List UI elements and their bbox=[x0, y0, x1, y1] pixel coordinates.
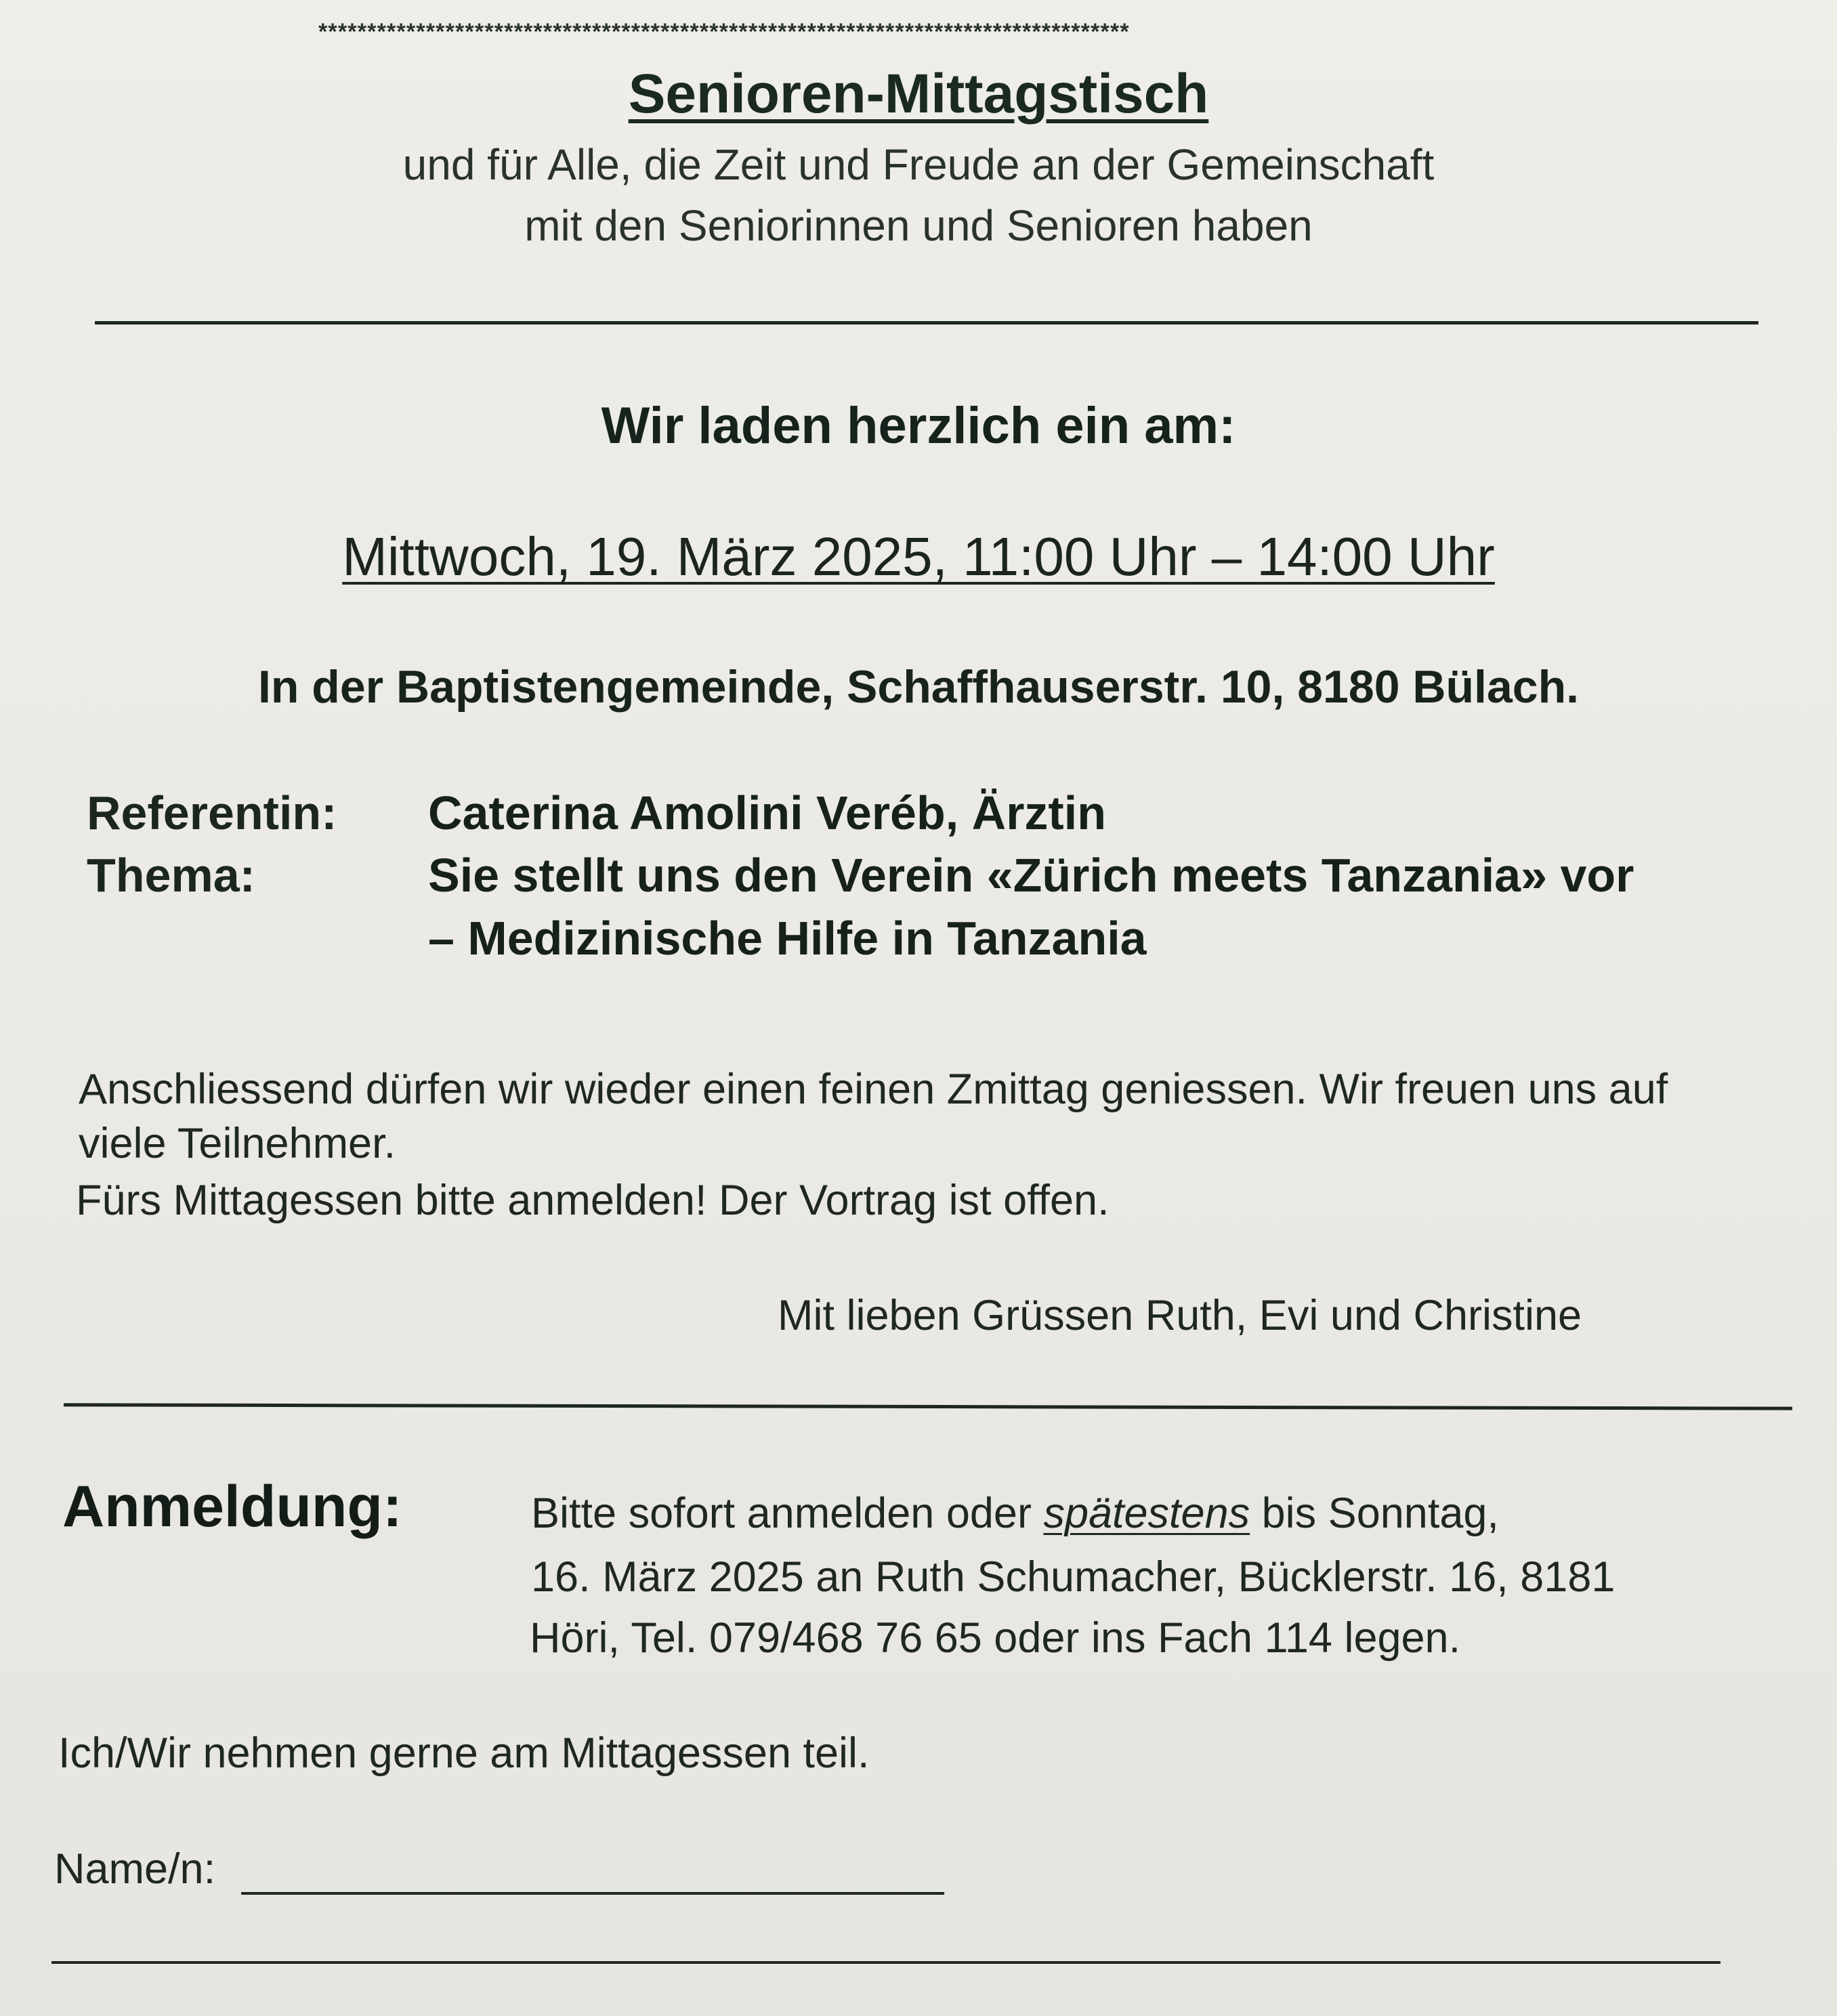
divider-bottom[interactable] bbox=[51, 1961, 1720, 1964]
event-date-time: Mittwoch, 19. März 2025, 11:00 Uhr – 14:00 Uhr bbox=[342, 526, 1495, 587]
notes-line-1: Anschliessend dürfen wir wieder einen feinen Zmittag geniessen. Wir freuen uns auf bbox=[79, 1066, 1668, 1113]
divider-top bbox=[95, 321, 1758, 324]
subtitle-line-2: mit den Seniorinnen und Senioren haben bbox=[524, 201, 1313, 250]
invite-heading: Wir laden herzlich ein am: bbox=[601, 397, 1236, 455]
topic-line-1: Sie stellt uns den Verein «Zürich meets Tanzania» vor bbox=[428, 849, 1634, 902]
divider-middle bbox=[64, 1403, 1792, 1410]
name-label: Name/n: bbox=[54, 1845, 216, 1893]
registration-line-2: 16. März 2025 an Ruth Schumacher, Bücklerstr. 16, 8181 bbox=[531, 1553, 1616, 1601]
notes-line-3: Fürs Mittagessen bitte anmelden! Der Vortrag ist offen. bbox=[76, 1177, 1110, 1224]
registration-line-3: Höri, Tel. 079/468 76 65 oder ins Fach 114 legen. bbox=[530, 1614, 1461, 1662]
registration-line-1-end: bis Sonntag, bbox=[1250, 1490, 1499, 1537]
subtitle-line-1: und für Alle, die Zeit und Freude an der Gemeinschaft bbox=[402, 140, 1435, 189]
notes-line-2: viele Teilnehmer. bbox=[79, 1120, 396, 1167]
name-input-line[interactable] bbox=[241, 1892, 944, 1895]
speaker-value: Caterina Amolini Veréb, Ärztin bbox=[428, 786, 1106, 839]
speaker-label: Referentin: bbox=[87, 786, 337, 839]
topic-line-2: – Medizinische Hilfe in Tanzania bbox=[428, 912, 1147, 965]
topic-label: Thema: bbox=[87, 849, 255, 902]
event-location: In der Baptistengemeinde, Schaffhauserstr. 10, 8180 Bülach. bbox=[257, 661, 1580, 713]
star-divider: *********************************************************************************** bbox=[318, 19, 1130, 45]
registration-line-1 bbox=[531, 1489, 1499, 1538]
registration-label: Anmeldung: bbox=[62, 1474, 402, 1539]
participation-text: Ich/Wir nehmen gerne am Mittagessen teil. bbox=[58, 1729, 870, 1777]
greeting: Mit lieben Grüssen Ruth, Evi und Christine bbox=[778, 1292, 1582, 1339]
registration-deadline-emphasis: spätestens bbox=[1043, 1490, 1250, 1537]
page-title: Senioren-Mittagstisch bbox=[628, 63, 1209, 125]
registration-line-1-start: Bitte sofort anmelden oder bbox=[531, 1490, 1044, 1537]
